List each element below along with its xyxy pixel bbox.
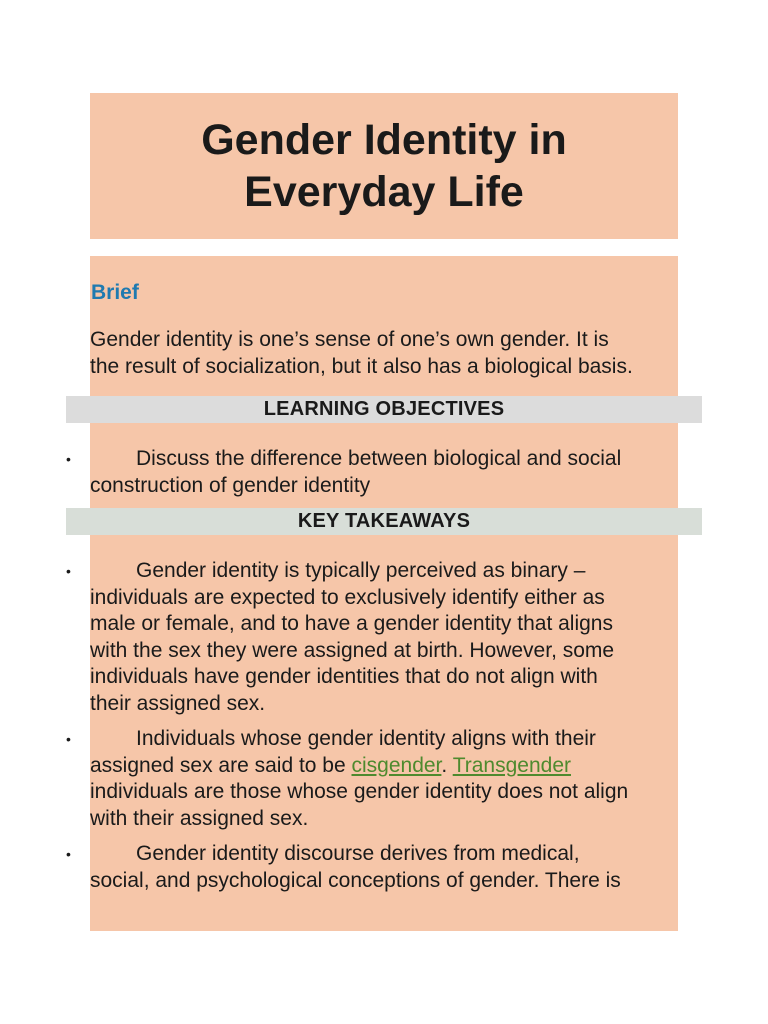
bullet-icon: • xyxy=(66,563,71,579)
item-text: assigned sex are said to be xyxy=(90,753,352,777)
item-text: Gender identity discourse derives from medical, xyxy=(136,842,580,865)
brief-label: Brief xyxy=(91,281,139,304)
cisgender-link[interactable]: cisgender xyxy=(351,753,442,777)
item-text: male or female, and to have a gender identity that aligns xyxy=(90,612,613,635)
intro-line: Gender identity is one’s sense of one’s own gender. It is xyxy=(90,328,609,351)
item-text: individuals are expected to exclusively identify either as xyxy=(90,585,605,609)
key-takeaway-item xyxy=(90,726,680,832)
item-text: . xyxy=(441,753,453,777)
item-text: Gender identity is typically perceived as binary – xyxy=(136,559,586,582)
item-text: Discuss the difference between biological and social xyxy=(136,447,622,470)
key-takeaway-item xyxy=(90,558,680,717)
item-text: individuals have gender identities that do not align with xyxy=(90,665,598,688)
title-panel xyxy=(90,93,678,239)
transgender-link[interactable]: Transgender xyxy=(452,753,571,777)
item-text: with the sex they were assigned at birth. However, some xyxy=(90,638,615,662)
bullet-icon: • xyxy=(66,731,71,747)
bullet-icon: • xyxy=(66,451,71,467)
learning-objective-item xyxy=(90,446,680,499)
title-line: Gender Identity in xyxy=(201,116,567,164)
page-title xyxy=(201,114,567,218)
key-takeaways-heading: KEY TAKEAWAYS xyxy=(66,508,702,535)
intro-paragraph xyxy=(90,326,690,380)
key-takeaway-item xyxy=(90,841,680,894)
bullet-icon: • xyxy=(66,846,71,862)
intro-line: the result of socialization, but it also has a biological basis. xyxy=(90,355,633,378)
learning-objectives-heading: LEARNING OBJECTIVES xyxy=(66,396,702,423)
title-line: Everyday Life xyxy=(244,168,524,216)
item-text: their assigned sex. xyxy=(90,691,266,715)
item-text: individuals are those whose gender identity does not align xyxy=(90,780,629,803)
item-text: Individuals whose gender identity aligns with their xyxy=(136,727,596,750)
item-text: with their assigned sex. xyxy=(90,806,309,830)
item-text: social, and psychological conceptions of gender. There is xyxy=(90,868,621,892)
item-text: construction of gender identity xyxy=(90,473,371,497)
